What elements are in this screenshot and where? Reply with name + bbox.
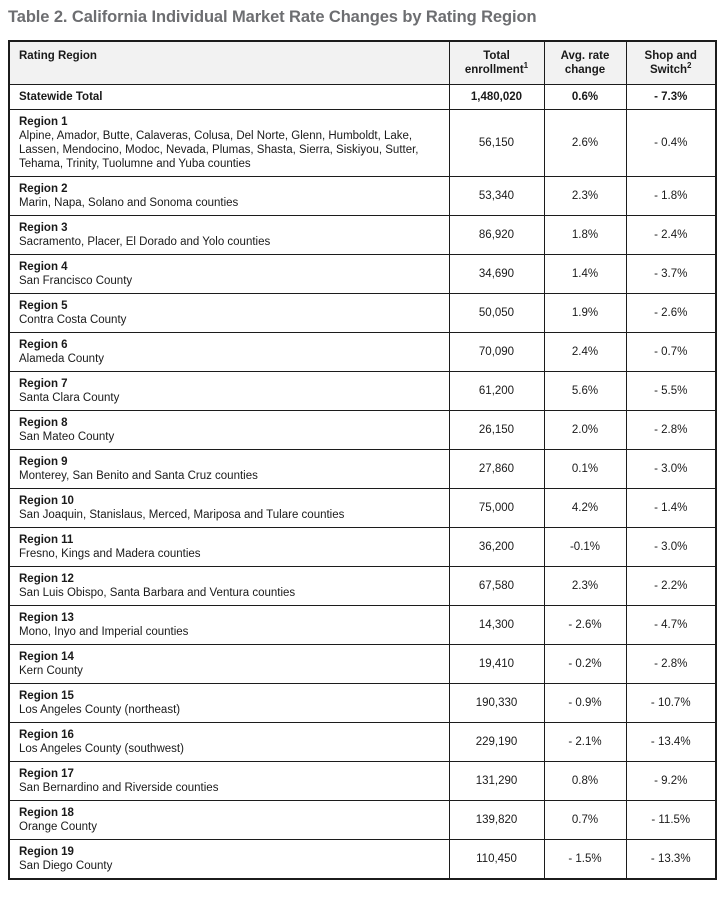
shop-switch-value: - 1.4% xyxy=(626,489,716,528)
shop-switch-value: - 0.7% xyxy=(626,333,716,372)
region-name: Region 11 xyxy=(19,534,74,546)
region-cell xyxy=(9,294,449,333)
region-counties: Sacramento, Placer, El Dorado and Yolo counties xyxy=(19,236,271,248)
region-counties: Marin, Napa, Solano and Sonoma counties xyxy=(19,197,239,209)
table-row xyxy=(9,216,716,255)
avg-rate-change-value: 5.6% xyxy=(544,372,626,411)
table-row xyxy=(9,177,716,216)
region-counties: Los Angeles County (southwest) xyxy=(19,743,184,755)
shop-switch-value: - 4.7% xyxy=(626,606,716,645)
total-enrollment-value: 27,860 xyxy=(449,450,544,489)
shop-switch-value: - 5.5% xyxy=(626,372,716,411)
shop-switch-value: - 1.8% xyxy=(626,177,716,216)
table-row xyxy=(9,567,716,606)
avg-rate-change-value: 2.0% xyxy=(544,411,626,450)
total-enrollment-value: 56,150 xyxy=(449,110,544,177)
total-enrollment-value: 26,150 xyxy=(449,411,544,450)
table-row xyxy=(9,528,716,567)
total-enrollment-value: 70,090 xyxy=(449,333,544,372)
table-row xyxy=(9,110,716,177)
avg-rate-change-value: - 1.5% xyxy=(544,840,626,880)
avg-rate-change-value: 1.8% xyxy=(544,216,626,255)
page-title: Table 2. California Individual Market Rate Changes by Rating Region xyxy=(8,8,537,26)
region-cell xyxy=(9,450,449,489)
total-enrollment-value: 86,920 xyxy=(449,216,544,255)
shop-switch-value: - 13.4% xyxy=(626,723,716,762)
shop-switch-value: - 2.8% xyxy=(626,645,716,684)
total-enrollment-value: 75,000 xyxy=(449,489,544,528)
region-cell xyxy=(9,110,449,177)
region-cell xyxy=(9,645,449,684)
region-counties: San Francisco County xyxy=(19,275,133,287)
avg-rate-change-value: - 2.6% xyxy=(544,606,626,645)
shop-switch-value: - 11.5% xyxy=(626,801,716,840)
column-header-label: Avg. rate change xyxy=(560,50,610,76)
total-enrollment-value: 139,820 xyxy=(449,801,544,840)
total-enrollment-value: 50,050 xyxy=(449,294,544,333)
shop-switch-value: - 3.0% xyxy=(626,450,716,489)
avg-rate-change-value: 0.7% xyxy=(544,801,626,840)
avg-rate-change-value: 2.3% xyxy=(544,567,626,606)
footnote-marker-1: 1 xyxy=(523,61,529,71)
region-name: Region 9 xyxy=(19,456,68,468)
column-header-label: Shop and Switch xyxy=(644,50,697,76)
region-name: Region 8 xyxy=(19,417,68,429)
avg-rate-change-value: 2.4% xyxy=(544,333,626,372)
region-name: Region 15 xyxy=(19,690,74,702)
region-cell xyxy=(9,723,449,762)
shop-switch-value: - 2.8% xyxy=(626,411,716,450)
region-cell xyxy=(9,333,449,372)
region-cell xyxy=(9,411,449,450)
region-counties: Santa Clara County xyxy=(19,392,120,404)
total-enrollment-value: 67,580 xyxy=(449,567,544,606)
region-counties: Mono, Inyo and Imperial counties xyxy=(19,626,189,638)
shop-switch-value: - 7.3% xyxy=(626,85,716,110)
shop-switch-value: - 3.0% xyxy=(626,528,716,567)
column-header-total-enrollment xyxy=(449,41,544,85)
total-enrollment-value: 61,200 xyxy=(449,372,544,411)
total-enrollment-value: 1,480,020 xyxy=(449,85,544,110)
table-row xyxy=(9,606,716,645)
region-counties: San Joaquin, Stanislaus, Merced, Mariposa and Tulare counties xyxy=(19,509,345,521)
table-row xyxy=(9,645,716,684)
region-counties: Monterey, San Benito and Santa Cruz counties xyxy=(19,470,258,482)
region-name: Region 3 xyxy=(19,222,68,234)
region-name: Region 10 xyxy=(19,495,74,507)
avg-rate-change-value: - 0.9% xyxy=(544,684,626,723)
table-row xyxy=(9,255,716,294)
avg-rate-change-value: 2.3% xyxy=(544,177,626,216)
total-enrollment-value: 190,330 xyxy=(449,684,544,723)
region-counties: Los Angeles County (northeast) xyxy=(19,704,181,716)
statewide-total-row xyxy=(9,85,716,110)
region-counties: Kern County xyxy=(19,665,83,677)
table-row xyxy=(9,372,716,411)
avg-rate-change-value: 0.6% xyxy=(544,85,626,110)
column-header-avg-rate-change xyxy=(544,41,626,85)
header-row xyxy=(9,41,716,85)
avg-rate-change-value: 2.6% xyxy=(544,110,626,177)
table-row xyxy=(9,411,716,450)
region-cell xyxy=(9,567,449,606)
total-enrollment-value: 53,340 xyxy=(449,177,544,216)
avg-rate-change-value: 0.1% xyxy=(544,450,626,489)
table-row xyxy=(9,684,716,723)
footnote-marker-2: 2 xyxy=(687,61,692,71)
avg-rate-change-value: -0.1% xyxy=(544,528,626,567)
region-name: Region 1 xyxy=(19,116,68,128)
column-header-rating-region xyxy=(9,41,449,85)
region-name: Region 7 xyxy=(19,378,68,390)
region-name: Region 4 xyxy=(19,261,68,273)
region-counties: San Luis Obispo, Santa Barbara and Ventura counties xyxy=(19,587,296,599)
region-cell xyxy=(9,216,449,255)
avg-rate-change-value: - 2.1% xyxy=(544,723,626,762)
avg-rate-change-value: - 0.2% xyxy=(544,645,626,684)
table-row xyxy=(9,762,716,801)
region-cell xyxy=(9,762,449,801)
region-cell xyxy=(9,840,449,880)
avg-rate-change-value: 1.9% xyxy=(544,294,626,333)
region-name: Region 14 xyxy=(19,651,74,663)
shop-switch-value: - 3.7% xyxy=(626,255,716,294)
total-enrollment-value: 19,410 xyxy=(449,645,544,684)
region-counties: San Bernardino and Riverside counties xyxy=(19,782,219,794)
shop-switch-value: - 2.2% xyxy=(626,567,716,606)
region-counties: San Mateo County xyxy=(19,431,115,443)
region-name: Region 5 xyxy=(19,300,68,312)
table-row xyxy=(9,801,716,840)
region-name: Region 16 xyxy=(19,729,74,741)
region-cell xyxy=(9,684,449,723)
region-name: Region 12 xyxy=(19,573,74,585)
column-header-label: Rating Region xyxy=(19,50,97,62)
column-header-label: Total enrollment xyxy=(464,50,524,76)
region-cell xyxy=(9,489,449,528)
shop-switch-value: - 13.3% xyxy=(626,840,716,880)
region-counties: Contra Costa County xyxy=(19,314,127,326)
shop-switch-value: - 2.6% xyxy=(626,294,716,333)
shop-switch-value: - 10.7% xyxy=(626,684,716,723)
total-enrollment-value: 14,300 xyxy=(449,606,544,645)
total-enrollment-value: 229,190 xyxy=(449,723,544,762)
shop-switch-value: - 9.2% xyxy=(626,762,716,801)
region-cell xyxy=(9,255,449,294)
table-row xyxy=(9,450,716,489)
table-row xyxy=(9,840,716,880)
region-counties: Alpine, Amador, Butte, Calaveras, Colusa, Del Norte, Glenn, Humboldt, Lake, Lassen, Mendocino, Modoc, Nevada, Plumas, Shasta, Sierra, Siskiyou, Sutter, Tehama, Trinity, Tuolumne and Yuba counties xyxy=(19,130,419,170)
region-counties: San Diego County xyxy=(19,860,113,872)
shop-switch-value: - 2.4% xyxy=(626,216,716,255)
avg-rate-change-value: 0.8% xyxy=(544,762,626,801)
region-name: Region 18 xyxy=(19,807,74,819)
region-cell xyxy=(9,372,449,411)
region-cell xyxy=(9,528,449,567)
region-name: Region 17 xyxy=(19,768,74,780)
table-row xyxy=(9,723,716,762)
table-row xyxy=(9,333,716,372)
region-name: Statewide Total xyxy=(19,91,103,103)
region-cell xyxy=(9,801,449,840)
avg-rate-change-value: 1.4% xyxy=(544,255,626,294)
region-name: Region 2 xyxy=(19,183,68,195)
region-counties: Fresno, Kings and Madera counties xyxy=(19,548,201,560)
region-cell xyxy=(9,85,449,110)
region-name: Region 6 xyxy=(19,339,68,351)
column-header-shop-and-switch xyxy=(626,41,716,85)
region-counties: Orange County xyxy=(19,821,97,833)
region-name: Region 19 xyxy=(19,846,74,858)
shop-switch-value: - 0.4% xyxy=(626,110,716,177)
total-enrollment-value: 131,290 xyxy=(449,762,544,801)
table-row xyxy=(9,489,716,528)
total-enrollment-value: 110,450 xyxy=(449,840,544,880)
region-cell xyxy=(9,177,449,216)
region-counties: Alameda County xyxy=(19,353,105,365)
avg-rate-change-value: 4.2% xyxy=(544,489,626,528)
region-name: Region 13 xyxy=(19,612,74,624)
rate-changes-table xyxy=(8,40,717,880)
total-enrollment-value: 36,200 xyxy=(449,528,544,567)
total-enrollment-value: 34,690 xyxy=(449,255,544,294)
table-row xyxy=(9,294,716,333)
region-cell xyxy=(9,606,449,645)
